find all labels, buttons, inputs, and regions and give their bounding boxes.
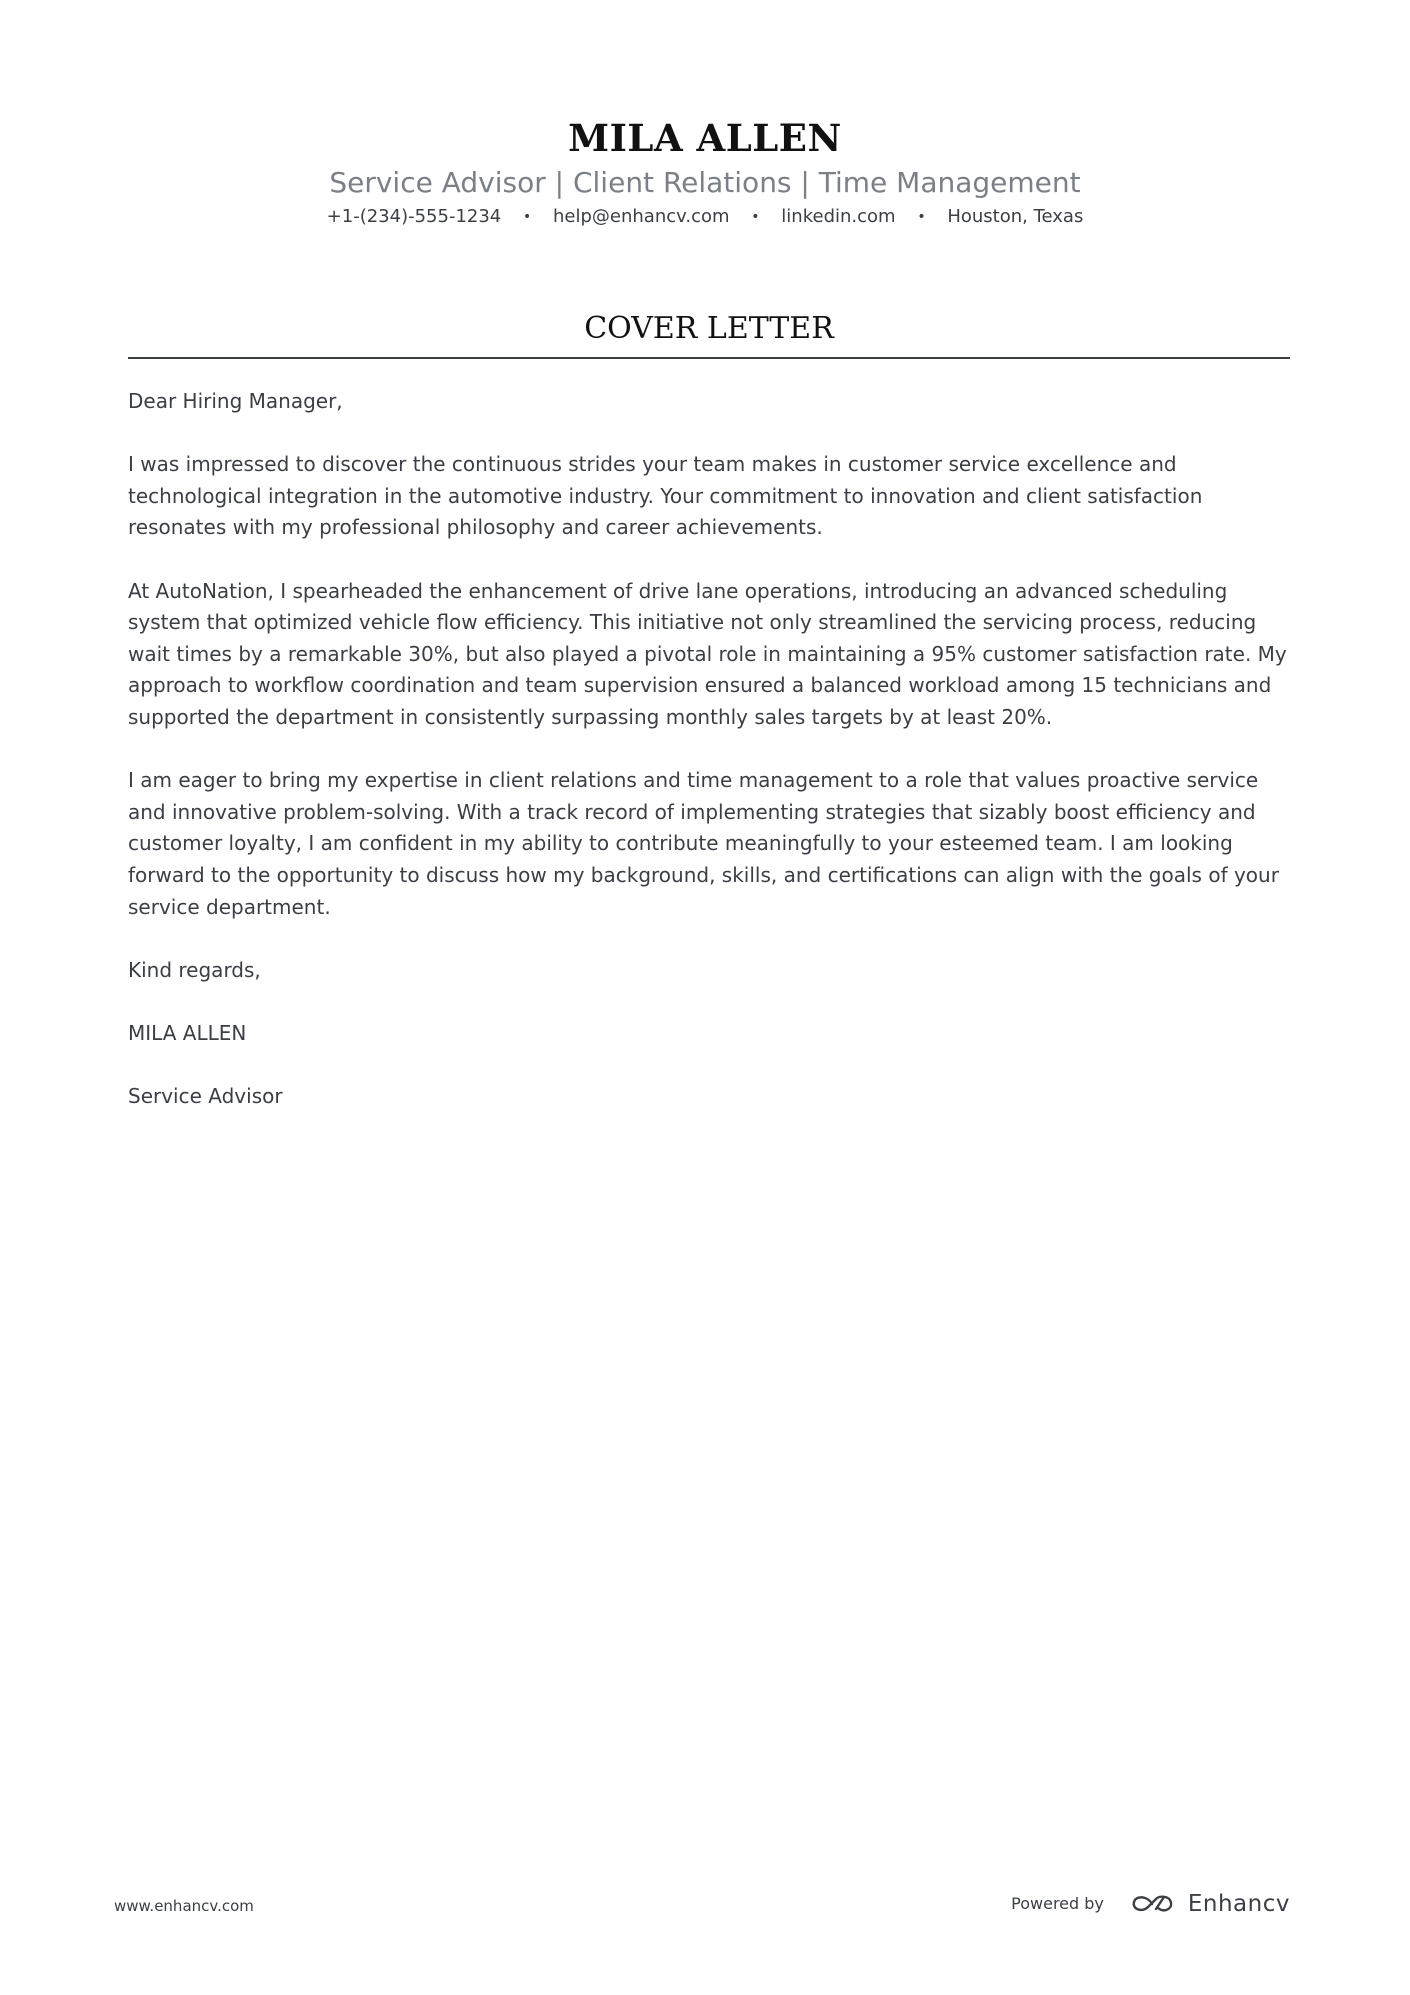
contact-email[interactable]: help@enhancv.com	[553, 206, 730, 227]
footer-website[interactable]: www.enhancv.com	[114, 1897, 254, 1915]
contact-linkedin[interactable]: linkedin.com	[781, 206, 896, 227]
contact-separator: •	[751, 209, 760, 225]
letter-paragraph: At AutoNation, I spearheaded the enhancement of drive lane operations, introducing an advanced scheduling system that optimized vehicle flow efficiency. This initiative not only streamlined the servicing process, reducing wait times by a remarkable 30%, but also played a pivotal role in maintaining a 95% customer satisfaction rate. My approach to workflow coordination and team supervision ensured a balanced workload among 15 technicians and supported the department in consistently surpassing monthly sales targets by at least 20%.	[128, 578, 1287, 729]
applicant-subtitle: Service Advisor | Client Relations | Time Management	[329, 166, 1081, 199]
letter-paragraph: I was impressed to discover the continuous strides your team makes in customer service excellence and technological integration in the automotive industry. Your commitment to innovation and client satisfaction resonates with my professional philosophy and career achievements.	[128, 452, 1203, 540]
signature-name: MILA ALLEN	[128, 1020, 247, 1045]
contact-line	[0, 204, 1410, 230]
letter-header	[0, 112, 1410, 230]
footer-powered-by[interactable]	[1011, 1890, 1290, 1918]
contact-separator: •	[523, 209, 532, 225]
brand-wordmark: Enhancv	[1187, 1891, 1290, 1917]
contact-location: Houston, Texas	[947, 206, 1084, 227]
section-title: COVER LETTER	[584, 311, 834, 346]
letter-greeting: Dear Hiring Manager,	[128, 389, 343, 413]
signature-title: Service Advisor	[128, 1084, 283, 1109]
letter-paragraph: I am eager to bring my expertise in client relations and time management to a role that values proactive service and innovative problem-solving. With a track record of implementing strategies that sizably boost efficiency and customer loyalty, I am confident in my ability to contribute meaningfully to your esteemed team. I am looking forward to the opportunity to discuss how my background, skills, and certifications can align with the goals of your service department.	[128, 768, 1279, 919]
contact-separator: •	[917, 209, 926, 225]
powered-by-label: Powered by	[1011, 1894, 1104, 1913]
applicant-name: MILA ALLEN	[568, 116, 842, 160]
enhancv-logo-icon	[1130, 1891, 1176, 1917]
letter-closing: Kind regards,	[128, 957, 261, 982]
letter-body	[128, 386, 1290, 1144]
contact-phone: +1-(234)-555-1234	[326, 206, 502, 227]
section-divider	[128, 357, 1290, 359]
